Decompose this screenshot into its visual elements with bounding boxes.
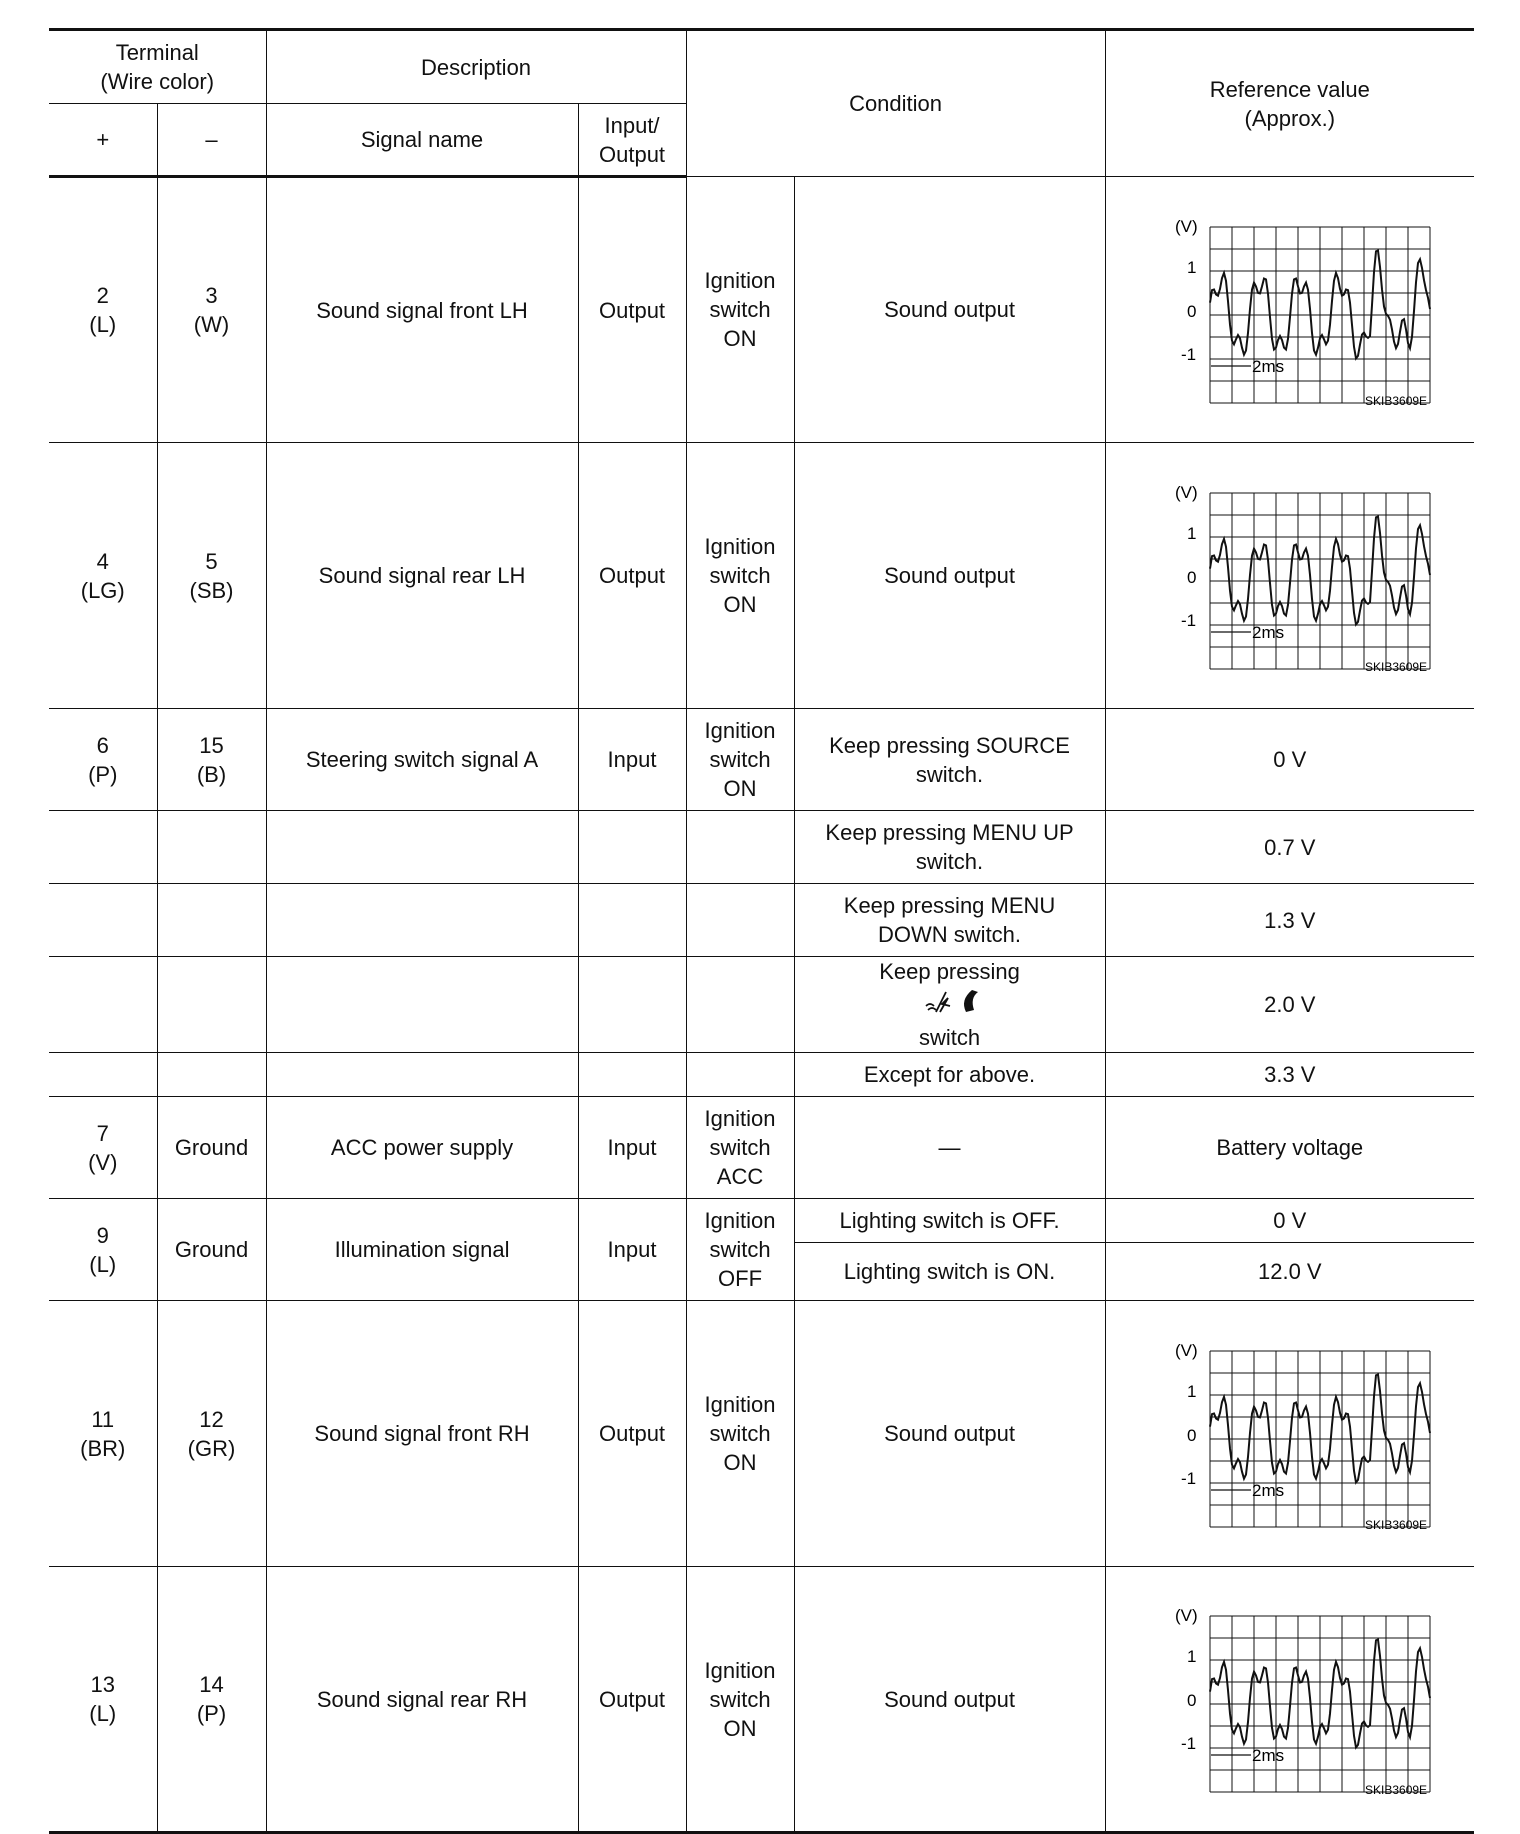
y-tick-label: -1 <box>1180 610 1196 630</box>
condition-header: Condition <box>686 30 1105 177</box>
reference-value: 2.0 V <box>1105 957 1474 1053</box>
ignition-state: Ignition switch OFF <box>686 1199 794 1301</box>
reference-value: 3.3 V <box>1105 1053 1474 1097</box>
signal-name-header: Signal name <box>266 104 578 177</box>
signal-name: Illumination signal <box>266 1199 578 1301</box>
reference-waveform <box>1105 1567 1474 1833</box>
minus-terminal: Ground <box>157 1199 266 1301</box>
y-tick-label: 0 <box>1186 1691 1197 1710</box>
table-row <box>49 1301 1474 1567</box>
y-tick-label: -1 <box>1180 344 1196 364</box>
input-output-header: Input/ Output <box>578 104 686 177</box>
y-unit-label: (V) <box>1174 1606 1198 1625</box>
time-scale-label: 2ms <box>1251 356 1284 376</box>
y-unit-label: (V) <box>1174 216 1198 236</box>
reference-value: Battery voltage <box>1105 1097 1474 1199</box>
terminal-table <box>49 28 1474 1834</box>
plus-header: + <box>49 104 157 177</box>
input-output: Output <box>578 1301 686 1567</box>
condition: Sound output <box>794 177 1105 443</box>
table-row <box>49 811 1474 884</box>
reference-value: 1.3 V <box>1105 884 1474 957</box>
condition: Lighting switch is ON. <box>794 1243 1105 1301</box>
input-output: Output <box>578 443 686 709</box>
time-scale-label: 2ms <box>1251 1746 1284 1765</box>
waveform-graph <box>1135 1334 1445 1534</box>
minus-terminal: 14 (P) <box>157 1567 266 1833</box>
minus-terminal: 12 (GR) <box>157 1301 266 1567</box>
minus-terminal: Ground <box>157 1097 266 1199</box>
condition: Except for above. <box>794 1053 1105 1097</box>
minus-terminal: 5 (SB) <box>157 443 266 709</box>
table-row <box>49 1567 1474 1833</box>
condition: Lighting switch is OFF. <box>794 1199 1105 1243</box>
table-row <box>49 884 1474 957</box>
condition: Keep pressing MENU UP switch. <box>794 811 1105 884</box>
condition: Sound output <box>794 443 1105 709</box>
y-tick-label: 0 <box>1186 567 1197 587</box>
waveform-grid <box>1210 1351 1430 1527</box>
signal-name: Sound signal front LH <box>266 177 578 443</box>
table-row <box>49 177 1474 443</box>
y-tick-label: 0 <box>1186 301 1197 321</box>
condition: Sound output <box>794 1567 1105 1833</box>
condition: Sound output <box>794 1301 1105 1567</box>
signal-name: ACC power supply <box>266 1097 578 1199</box>
input-output: Input <box>578 1199 686 1301</box>
table-row <box>49 1199 1474 1243</box>
table-row <box>49 1097 1474 1199</box>
y-unit-label: (V) <box>1174 1340 1198 1360</box>
reference-waveform <box>1105 1301 1474 1567</box>
signal-name: Steering switch signal A <box>266 709 578 811</box>
figure-code: SKIB3609E <box>1364 659 1427 674</box>
grid-lines <box>1210 1616 1430 1792</box>
signal-name: Sound signal rear RH <box>266 1567 578 1833</box>
figure-code: SKIB3609E <box>1364 1783 1427 1797</box>
grid-lines <box>1210 493 1430 669</box>
terminal-header: Terminal (Wire color) <box>49 30 266 104</box>
waveform-grid <box>1210 493 1430 669</box>
waveform-grid <box>1210 1616 1430 1792</box>
signal-name: Sound signal rear LH <box>266 443 578 709</box>
signal-name: Sound signal front RH <box>266 1301 578 1567</box>
reference-value: 0 V <box>1105 709 1474 811</box>
input-output: Input <box>578 1097 686 1199</box>
description-header: Description <box>266 30 686 104</box>
minus-terminal: 3 (W) <box>157 177 266 443</box>
time-scale-label: 2ms <box>1251 622 1284 642</box>
table-row <box>49 709 1474 811</box>
time-scale-label: 2ms <box>1251 1480 1284 1500</box>
plus-terminal: 2 (L) <box>49 177 157 443</box>
y-tick-label: 1 <box>1186 1381 1197 1401</box>
ignition-state: Ignition switch ON <box>686 443 794 709</box>
figure-code: SKIB3609E <box>1364 393 1427 408</box>
input-output: Input <box>578 709 686 811</box>
plus-terminal: 9 (L) <box>49 1199 157 1301</box>
reference-waveform <box>1105 177 1474 443</box>
y-unit-label: (V) <box>1174 482 1198 502</box>
figure-code: SKIB3609E <box>1364 1517 1427 1532</box>
ignition-state: Ignition switch ON <box>686 177 794 443</box>
reference-header: Reference value (Approx.) <box>1105 30 1474 177</box>
waveform-graph <box>1135 1599 1445 1799</box>
minus-header: – <box>157 104 266 177</box>
condition: Keep pressing switch <box>794 957 1105 1053</box>
plus-terminal: 13 (L) <box>49 1567 157 1833</box>
y-tick-label: 0 <box>1186 1425 1197 1445</box>
waveform-grid <box>1210 227 1430 403</box>
ignition-state: Ignition switch ACC <box>686 1097 794 1199</box>
plus-terminal: 11 (BR) <box>49 1301 157 1567</box>
table-row <box>49 1053 1474 1097</box>
y-tick-label: -1 <box>1180 1468 1196 1488</box>
reference-value: 0.7 V <box>1105 811 1474 884</box>
reference-value: 12.0 V <box>1105 1243 1474 1301</box>
input-output: Output <box>578 1567 686 1833</box>
waveform-graph <box>1135 476 1445 676</box>
grid-lines <box>1210 227 1430 403</box>
y-tick-label: -1 <box>1180 1734 1196 1753</box>
condition: — <box>794 1097 1105 1199</box>
waveform-graph <box>1135 210 1445 410</box>
ignition-state: Ignition switch ON <box>686 709 794 811</box>
condition: Keep pressing MENU DOWN switch. <box>794 884 1105 957</box>
plus-terminal: 4 (LG) <box>49 443 157 709</box>
ignition-state: Ignition switch ON <box>686 1301 794 1567</box>
input-output: Output <box>578 177 686 443</box>
table-row <box>49 957 1474 1053</box>
y-tick-label: 1 <box>1186 523 1197 543</box>
grid-lines <box>1210 1351 1430 1527</box>
plus-terminal: 7 (V) <box>49 1097 157 1199</box>
y-tick-label: 1 <box>1186 257 1197 277</box>
condition: Keep pressing SOURCE switch. <box>794 709 1105 811</box>
plus-terminal: 6 (P) <box>49 709 157 811</box>
table-row <box>49 443 1474 709</box>
minus-terminal: 15 (B) <box>157 709 266 811</box>
talk-phone-icon <box>811 986 1099 1023</box>
reference-waveform <box>1105 443 1474 709</box>
ignition-state: Ignition switch ON <box>686 1567 794 1833</box>
y-tick-label: 1 <box>1186 1647 1197 1666</box>
reference-value: 0 V <box>1105 1199 1474 1243</box>
